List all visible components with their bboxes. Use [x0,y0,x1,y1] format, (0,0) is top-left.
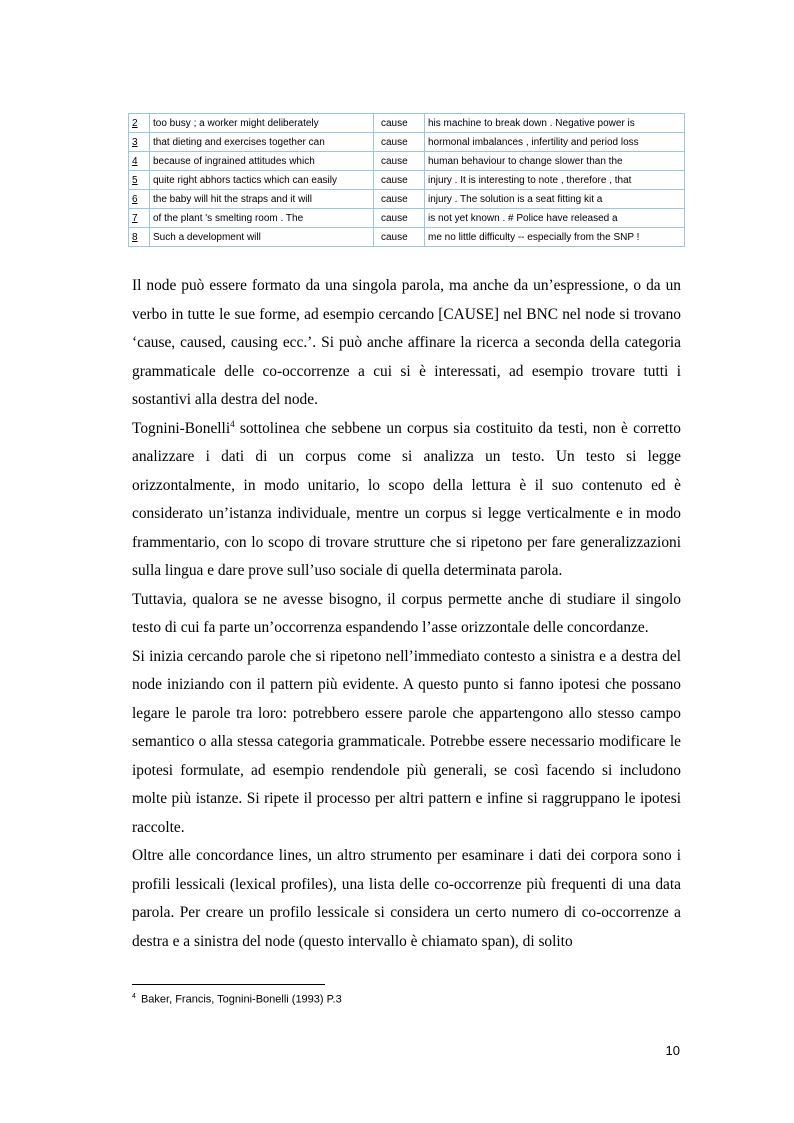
concordance-row [129,190,685,209]
node-word: cause [374,190,425,209]
left-context: quite right abhors tactics which can easily [150,171,374,190]
node-word: cause [374,171,425,190]
node-word: cause [374,152,425,171]
paragraph: Tuttavia, qualora se ne avesse bisogno, il corpus permette anche di studiare il singolo testo di cui fa parte un’occorrenza espandendo l’asse orizzontale delle concordanze. [132,590,681,636]
row-number[interactable]: 6 [129,190,150,209]
node-word: cause [374,209,425,228]
concordance-row [129,114,685,133]
row-number[interactable]: 3 [129,133,150,152]
footnote-text: Baker, Francis, Tognini-Bonelli (1993) P.3 [137,993,342,1006]
paragraph: Il node può essere formato da una singola parola, ma anche da un’espressione, o da un verbo in tutte le sue forme, ad esempio cercando [CAUSE] nel BNC nel node si trovano ‘cause, caused, causing ecc.’. Si può anche affinare la ricerca a seconda della categoria grammaticale delle co-occorrenze a cui si è interessati, ad esempio trovare tutti i sostantivi alla destra del node. [132,277,681,408]
right-context: is not yet known . # Police have released a [425,209,685,228]
body-text [132,272,681,956]
footnote [132,993,672,1006]
concordance-row [129,209,685,228]
paragraph: Tognini-Bonelli$^4$ sottolinea che sebbene un corpus sia costituito da testi, non è corretto analizzare i dati di un corpus come si analizza un testo. Un testo si legge orizzontalmente, in modo unitario, lo scopo della lettura è il suo contenuto ed è considerato un’istanza individuale, mentre un corpus si legge verticalmente e in modo frammentario, con lo scopo di trovare strutture che si ripetono per fare generalizzazioni sulla lingua e dare prove sull’uso sociale di quella determinata parola. [132,418,681,579]
concordance-row [129,133,685,152]
row-number[interactable]: 2 [129,114,150,133]
concordance-table [128,113,685,247]
paragraph: Oltre alle concordance lines, un altro strumento per esaminare i dati dei corpora sono i profili lessicali (lexical profiles), una lista delle co-occorrenze più frequenti di una data parola. Per creare un profilo lessicale si considera un certo numero di co-occorrenze a destra e a sinistra del node (questo intervallo è chiamato span), di solito [132,847,681,950]
left-context: too busy ; a worker might deliberately [150,114,374,133]
left-context: Such a development will [150,228,374,247]
concordance-row [129,171,685,190]
row-number[interactable]: 5 [129,171,150,190]
footnote-marker: 4 [132,993,136,1000]
row-number[interactable]: 8 [129,228,150,247]
row-number[interactable]: 7 [129,209,150,228]
footnote-reference[interactable]: 4 [230,418,235,429]
right-context: his machine to break down . Negative power is [425,114,685,133]
right-context: me no little difficulty -- especially from the SNP ! [425,228,685,247]
node-word: cause [374,228,425,247]
left-context: the baby will hit the straps and it will [150,190,374,209]
right-context: injury . It is interesting to note , therefore , that [425,171,685,190]
concordance-row [129,152,685,171]
left-context: that dieting and exercises together can [150,133,374,152]
right-context: human behaviour to change slower than the [425,152,685,171]
right-context: injury . The solution is a seat fitting kit a [425,190,685,209]
node-word: cause [374,114,425,133]
left-context: of the plant 's smelting room . The [150,209,374,228]
node-word: cause [374,133,425,152]
left-context: because of ingrained attitudes which [150,152,374,171]
footnote-separator [132,984,325,985]
page-number: 10 [665,1043,680,1058]
paragraph: Si inizia cercando parole che si ripetono nell’immediato contesto a sinistra e a destra del node iniziando con il pattern più evidente. A questo punto si fanno ipotesi che possano legare le parole tra loro: potrebbero essere parole che appartengono allo stesso campo semantico o alla stessa categoria grammaticale. Potrebbe essere necessario modificare le ipotesi formulate, ad esempio rendendole più generali, se così facendo si includono molte più istanze. Si ripete il processo per altri pattern e infine si raggruppano le ipotesi raccolte. [132,647,681,836]
row-number[interactable]: 4 [129,152,150,171]
concordance-row [129,228,685,247]
right-context: hormonal imbalances , infertility and period loss [425,133,685,152]
